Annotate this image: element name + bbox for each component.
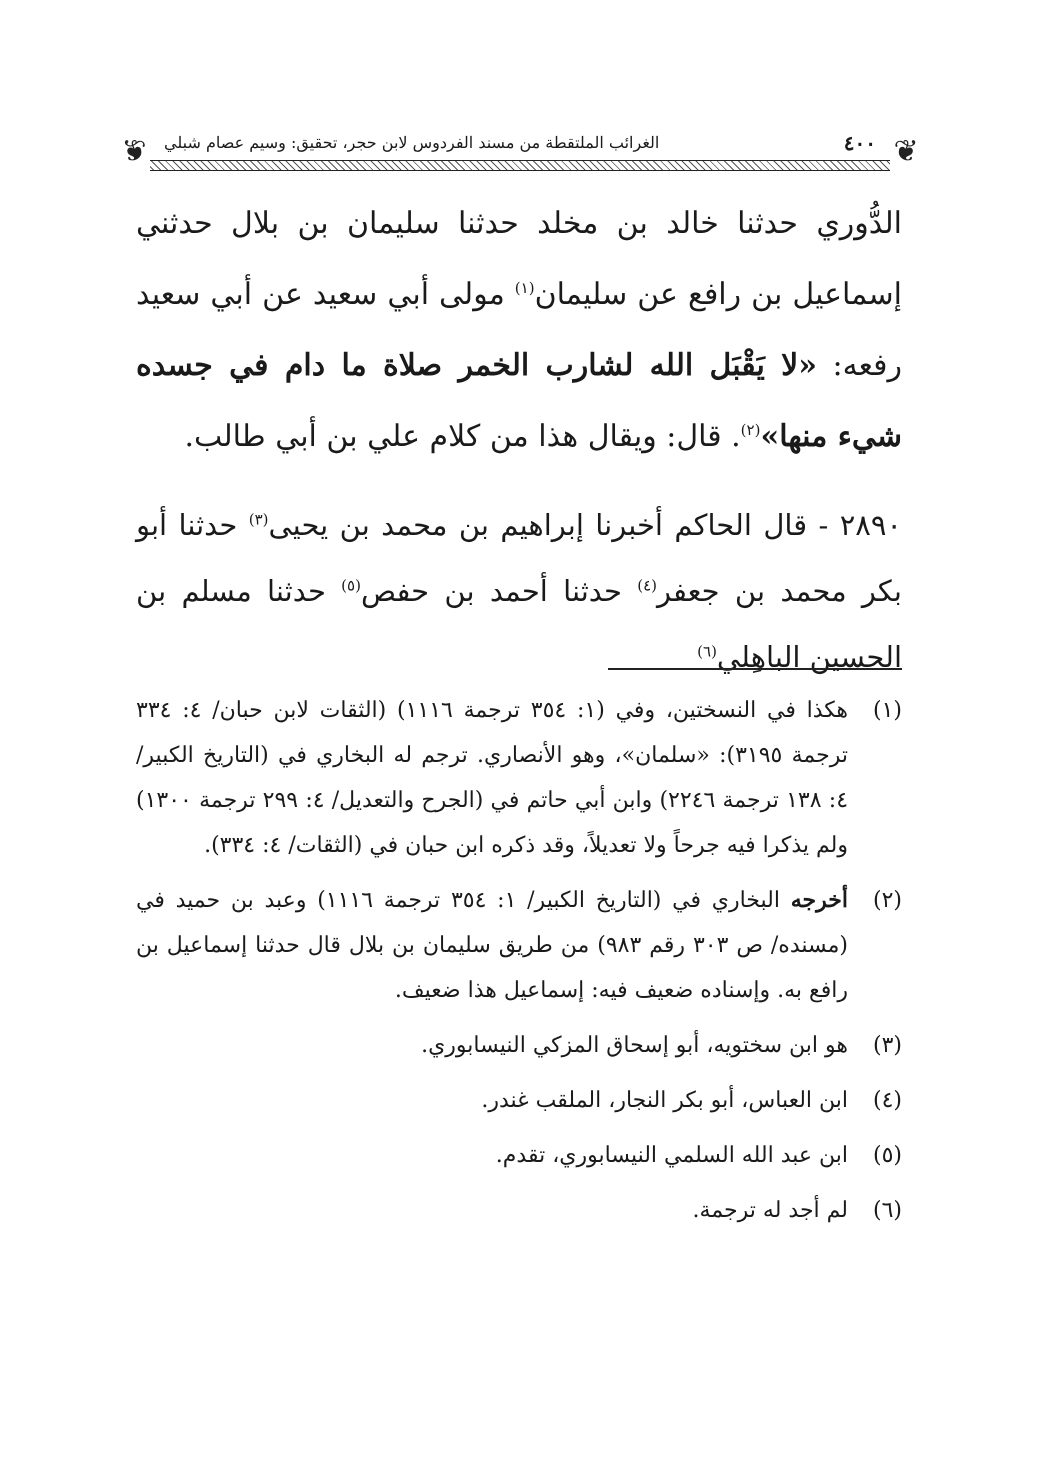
footnote-text: ابن العباس، أبو بكر النجار، الملقب غندر. [481, 1088, 848, 1113]
text-line: . قال: ويقال هذا من [489, 419, 741, 454]
footnote-lead: أخرجه [790, 887, 848, 913]
footnote-number: (٦) [872, 1198, 902, 1223]
footnote-number: (١) [872, 698, 902, 723]
footnote-ref: (١) [514, 279, 535, 297]
page-number: ٤٠٠ [843, 131, 876, 155]
footnote-text: ابن عبد الله السلمي النيسابوري، تقدم. [495, 1143, 848, 1168]
footnote-text [136, 878, 848, 1013]
footnote-text: لم أجد له ترجمة. [692, 1198, 848, 1223]
main-text [136, 188, 902, 690]
footnote-text: هو ابن سختويه، أبو إسحاق المزكي النيسابوري. [421, 1033, 848, 1058]
corner-ornament-icon: ❦ [121, 133, 147, 169]
footnote-separator [608, 668, 902, 670]
text-line: حدثنا أحمد بن حفص [360, 574, 638, 608]
paragraph-hadith-2890 [136, 492, 902, 690]
hadith-quote: «لا يَقْبَل الله لشارب الخمر صلاة ما دام في جسده شيء منها» [136, 348, 902, 454]
footnote-item [136, 1078, 902, 1123]
footnote-body: البخاري في (التاريخ الكبير/ ١: ٣٥٤ ترجمة ١١١٦) وعبد بن حميد في (مسنده/ ص ٣٠٣ رقم ٩٨٣) من طريق سليمان بن بلال قال حدثنا إسماعيل بن رافع به. وإسناده ضعيف فيه: إسماعيل هذا ضعيف. [136, 888, 849, 1003]
text-line: رافع عن سليمان [534, 277, 742, 312]
footnote-item [136, 1188, 902, 1233]
footnote-ref: (٥) [341, 576, 361, 595]
header-ornamental-band [150, 160, 890, 171]
corner-ornament-icon: ❦ [893, 133, 919, 169]
footnote-ref: (٤) [637, 576, 658, 595]
text-line: الدُّوري حدثنا خالد بن مخلد حدثنا سليمان بن بلال حدثني إسماعيل بن [136, 206, 902, 312]
footnote-item [136, 878, 902, 1013]
running-title: الغرائب الملتقطة من مسند الفردوس لابن حجر، تحقيق: وسيم عصام شبلي [164, 133, 660, 152]
footnote-text: هكذا في النسختين، وفي (١: ٣٥٤ ترجمة ١١١٦) (الثقات لابن حبان/ ٤: ٣٣٤ ترجمة ٣١٩٥): «سلمان»، وهو الأنصاري. ترجم له البخاري في (التاريخ الكبير/ ٤: ١٣٨ ترجمة ٢٢٤٦) وابن أبي حاتم في (الجرح والتعديل/ ٤: ٢٩٩ ترجمة ١٣٠٠) ولم يذكرا فيه جرحاً ولا تعديلاً، وقد ذكره ابن حبان في (الثقات/ ٤: ٣٣٤). [136, 698, 849, 858]
paragraph-hadith-continuation [136, 188, 902, 472]
footnote-ref: (٣) [248, 510, 269, 529]
text-line: مولى أبي سعيد عن أبي سعيد رفعه: [136, 277, 902, 383]
text-line: حدثنا مسلم بن الحسين الباهِلي [136, 574, 902, 674]
footnote-item [136, 1023, 902, 1068]
footnote-number: (٢) [872, 888, 902, 913]
text-line: كلام علي بن أبي طالب. [184, 419, 481, 454]
footnotes [136, 688, 902, 1243]
footnote-number: (٣) [872, 1033, 902, 1058]
text-line: ٢٨٩٠ - قال الحاكم أخبرنا إبراهيم بن محمد بن يحيى [268, 508, 902, 542]
running-header [120, 128, 920, 174]
footnote-item [136, 688, 902, 868]
footnote-item [136, 1133, 902, 1178]
footnote-ref: (٢) [740, 421, 761, 439]
footnote-ref: (٦) [697, 642, 717, 661]
footnote-number: (٥) [872, 1143, 902, 1168]
footnote-number: (٤) [872, 1088, 902, 1113]
text-line: حدثنا أبو بكر محمد بن جعفر [136, 508, 902, 608]
